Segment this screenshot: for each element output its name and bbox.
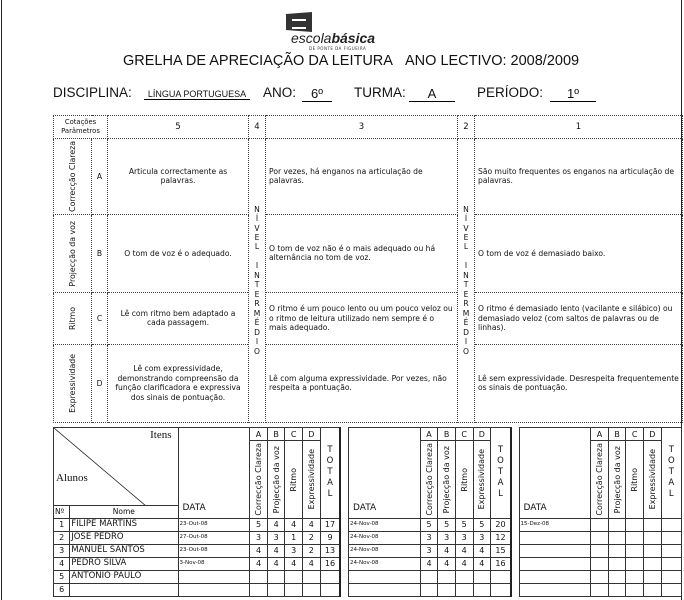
score-total: 16 (320, 557, 340, 570)
total-letter: T (668, 467, 674, 478)
session-separator (340, 428, 348, 597)
item-name-header (608, 441, 626, 519)
intermediate-letter: M (462, 308, 470, 318)
score-c (285, 570, 303, 583)
item-name-header (626, 441, 644, 519)
intermediate-letter: D (254, 327, 260, 337)
score-total: 16 (491, 557, 511, 570)
student-row (54, 518, 682, 531)
score-b (438, 570, 456, 583)
intermediate-letter: E (463, 289, 469, 299)
score-a: 5 (420, 518, 438, 531)
score-total (661, 531, 681, 544)
item-letter-header: D (644, 428, 662, 441)
intermediate-letter: N (254, 204, 260, 214)
score-b (608, 518, 626, 531)
session-date (178, 583, 250, 596)
periodo-value: 1º (550, 86, 596, 102)
item-name-label: Correcção Clareza (595, 443, 605, 516)
score-total (491, 583, 511, 596)
score-a: 3 (420, 544, 438, 557)
intermediate-letter: V (463, 223, 469, 233)
score-total (491, 570, 511, 583)
level-1-descriptor: O tom de voz é demasiado baixo. (475, 214, 683, 292)
diagonal-line (54, 428, 146, 505)
total-letter: A (327, 478, 333, 489)
param-letter: D (92, 344, 108, 422)
intermediate-letter: Í (255, 214, 259, 224)
logo-wordmark: escolabásica (291, 30, 376, 46)
score-b: 4 (438, 544, 456, 557)
param-label: Ritmo (67, 306, 77, 330)
score-d: 2 (303, 531, 321, 544)
session-date (349, 583, 421, 596)
student-name: FILIPE MARTINS (70, 518, 178, 531)
param-cell (54, 344, 92, 422)
score-d (644, 570, 662, 583)
intermediate-letter: D (463, 327, 469, 337)
rubric-row (54, 139, 683, 215)
score-a (591, 531, 609, 544)
score-total (320, 570, 340, 583)
item-name-label: Expressividade (647, 449, 657, 510)
level-3-descriptor: Por vezes, há enganos na articulação de palavras. (266, 139, 458, 215)
item-letter-header: D (303, 428, 321, 441)
data-header: DATA (519, 428, 591, 519)
item-name-label: Projecção da voz (271, 445, 281, 513)
total-letter: L (498, 489, 503, 500)
intermediate-letter: I (255, 337, 259, 347)
intermediate-letter: T (463, 280, 469, 290)
score-grid (53, 427, 682, 597)
logo-mark-icon (286, 12, 312, 32)
student-row (54, 570, 682, 583)
session-separator (511, 428, 519, 597)
score-a: 3 (420, 531, 438, 544)
score-c (626, 570, 644, 583)
score-d (644, 544, 662, 557)
item-letter-header: D (473, 428, 491, 441)
item-letter-header: C (626, 428, 644, 441)
student-number: 4 (54, 557, 70, 570)
total-letter: L (327, 489, 333, 500)
intermediate-letter: T (254, 280, 260, 290)
score-b (608, 531, 626, 544)
intermediate-letter: N (463, 270, 469, 280)
total-letter: T (668, 445, 674, 456)
param-label: Correcção Clareza (67, 141, 77, 212)
score-total: 9 (320, 531, 340, 544)
intermediate-letter: I (255, 261, 259, 271)
score-c (285, 583, 303, 596)
level-5-descriptor: O tom de voz é o adequado. (108, 214, 249, 292)
intermediate-letter: E (254, 289, 260, 299)
session-date (519, 570, 591, 583)
total-letter: T (497, 467, 504, 478)
score-b (608, 570, 626, 583)
param-letter: A (92, 139, 108, 215)
student-number: 5 (54, 570, 70, 583)
student-row (54, 544, 682, 557)
intermediate-letter: R (254, 299, 260, 309)
score-c: 1 (285, 531, 303, 544)
score-c: 3 (455, 531, 473, 544)
intermediate-level-2 (458, 139, 475, 423)
student-name: MANUEL SANTOS (70, 544, 178, 557)
periodo-label: PERÍODO: (477, 85, 544, 100)
item-name-header (455, 441, 473, 519)
intermediate-letter: É (463, 318, 469, 328)
total-letter: A (668, 478, 675, 489)
grid-header-letters (54, 428, 682, 441)
page-title: GRELHA DE APRECIAÇÃO DA LEITURA (123, 53, 393, 69)
item-letter-header: A (591, 428, 609, 441)
score-c (626, 518, 644, 531)
intermediate-letter: Í (464, 214, 468, 224)
score-c: 5 (455, 518, 473, 531)
ano-label: ANO: (263, 85, 297, 100)
score-c (626, 557, 644, 570)
rubric-row (54, 292, 683, 344)
session-date (519, 583, 591, 596)
score-b: 4 (438, 557, 456, 570)
item-name-label: Correcção Clareza (254, 443, 264, 516)
intermediate-letter: L (254, 242, 260, 252)
param-cell (54, 214, 92, 292)
score-d (303, 583, 321, 596)
score-d: 4 (303, 557, 321, 570)
score-b: 3 (267, 531, 285, 544)
itens-label: Itens (150, 429, 172, 441)
score-c (455, 570, 473, 583)
score-b (608, 583, 626, 596)
score-d (473, 583, 491, 596)
session-date (178, 570, 250, 583)
alunos-label: Alunos (56, 472, 88, 484)
total-letter: T (497, 445, 504, 456)
item-letter-header: A (250, 428, 268, 441)
score-b (267, 570, 285, 583)
intermediate-letter: I (464, 337, 468, 347)
score-d: 4 (473, 557, 491, 570)
score-d: 4 (303, 518, 321, 531)
score-b (608, 557, 626, 570)
score-total (320, 583, 340, 596)
item-letter-header: B (267, 428, 285, 441)
intermediate-letter: V (254, 223, 260, 233)
data-header: DATA (349, 428, 421, 519)
intermediate-letter: R (463, 299, 469, 309)
level-1-descriptor: Lê sem expressividade. Desrespeita frequentemente os sinais de pontuação. (475, 344, 683, 422)
item-letter-header: B (438, 428, 456, 441)
rubric-row (54, 344, 683, 422)
score-c (455, 583, 473, 596)
score-a (420, 583, 438, 596)
total-letter: O (667, 456, 675, 467)
item-name-header (420, 441, 438, 519)
total-header (661, 428, 681, 519)
student-row (54, 583, 682, 596)
disciplina-label: DISCIPLINA: (53, 85, 132, 100)
level-5-header: 5 (108, 116, 249, 139)
intermediate-letter: M (253, 308, 261, 318)
level-5-descriptor: Lê com ritmo bem adaptado a cada passagem. (108, 292, 249, 344)
score-d (644, 583, 662, 596)
score-total: 13 (320, 544, 340, 557)
item-name-label: Ritmo (459, 467, 469, 492)
level-5-descriptor: Lê com expressividade, demonstrando compreensão da função clarificadora e expressiva dos sinais de pontuação. (108, 344, 249, 422)
score-total: 20 (491, 518, 511, 531)
param-cell (54, 139, 92, 215)
score-b (267, 583, 285, 596)
score-total: 12 (491, 531, 511, 544)
score-a: 4 (250, 557, 268, 570)
score-d: 2 (303, 544, 321, 557)
score-a: 4 (420, 557, 438, 570)
total-header (320, 428, 340, 519)
total-letter: L (668, 489, 674, 500)
item-name-header (250, 441, 268, 519)
score-d: 4 (473, 544, 491, 557)
level-3-header: 3 (266, 116, 458, 139)
total-letter: O (326, 456, 334, 467)
score-a (591, 557, 609, 570)
intermediate-letter: E (463, 232, 469, 242)
score-c (626, 583, 644, 596)
itens-alunos-header (54, 428, 179, 506)
score-b: 5 (438, 518, 456, 531)
student-number: 1 (54, 518, 70, 531)
level-4-header: 4 (249, 116, 266, 139)
total-letter: T (327, 467, 333, 478)
score-a: 3 (250, 531, 268, 544)
intermediate-letter: L (463, 242, 469, 252)
score-a (591, 583, 609, 596)
level-3-descriptor: O tom de voz não é o mais adequado ou há alternância no tom de voz. (266, 214, 458, 292)
session-date: 15-Dez-08 (519, 518, 591, 531)
score-d: 5 (473, 518, 491, 531)
intermediate-letter (249, 252, 265, 261)
score-c: 4 (285, 518, 303, 531)
item-name-label: Projecção da voz (612, 445, 622, 513)
school-logo (283, 6, 393, 51)
score-c (626, 544, 644, 557)
intermediate-letter (458, 252, 474, 261)
student-row (54, 531, 682, 544)
score-total (661, 570, 681, 583)
session-date: 23-Out-08 (178, 518, 250, 531)
item-name-label: Expressividade (306, 449, 316, 510)
score-a (591, 518, 609, 531)
student-name: JOSÉ PEDRO (70, 531, 178, 544)
intermediate-letter: O (254, 346, 260, 356)
student-number: 6 (54, 583, 70, 596)
score-d (644, 557, 662, 570)
session-date: 24-Nov-08 (349, 518, 421, 531)
score-b (608, 544, 626, 557)
item-name-header (267, 441, 285, 519)
score-d (473, 570, 491, 583)
student-name: ANTONIO PAULO (70, 570, 178, 583)
cotacoes-header: Cotações Parâmetros (54, 116, 108, 139)
number-header: Nº (54, 505, 70, 518)
param-label: Projecção da voz (67, 220, 77, 287)
param-label: Expressividade (67, 353, 77, 413)
score-total: 15 (491, 544, 511, 557)
score-total (661, 544, 681, 557)
student-number: 3 (54, 544, 70, 557)
level-1-header: 1 (475, 116, 683, 139)
rubric-row (54, 214, 683, 292)
session-date (519, 557, 591, 570)
score-a (591, 544, 609, 557)
score-a: 4 (250, 544, 268, 557)
item-name-label: Expressividade (477, 449, 487, 510)
item-name-label: Projecção da voz (442, 445, 452, 513)
session-date: 23-Out-08 (178, 544, 250, 557)
score-d (644, 518, 662, 531)
param-letter: C (92, 292, 108, 344)
intermediate-letter: É (254, 318, 260, 328)
item-name-header (285, 441, 303, 519)
level-5-descriptor: Articula correctamente as palavras. (108, 139, 249, 215)
score-d: 3 (473, 531, 491, 544)
item-name-header (591, 441, 609, 519)
level-2-header: 2 (458, 116, 475, 139)
item-name-header (644, 441, 662, 519)
score-b (438, 583, 456, 596)
student-name (70, 583, 178, 596)
turma-label: TURMA: (354, 85, 406, 100)
score-a (591, 570, 609, 583)
item-name-header (303, 441, 321, 519)
item-letter-header: B (608, 428, 626, 441)
score-c: 4 (285, 557, 303, 570)
intermediate-level-4 (249, 139, 266, 423)
score-c: 4 (455, 544, 473, 557)
score-b: 4 (267, 518, 285, 531)
score-d (644, 531, 662, 544)
score-a (250, 583, 268, 596)
session-date: 27-Out-08 (178, 531, 250, 544)
logo-tagline: DE PONTE DA FIGUEIRA (309, 46, 367, 51)
item-name-label: Correcção Clareza (424, 443, 434, 516)
session-date: 24-Nov-08 (349, 557, 421, 570)
student-name: PEDRO SILVA (70, 557, 178, 570)
session-date: 24-Nov-08 (349, 544, 421, 557)
session-date: 24-Nov-08 (349, 531, 421, 544)
intermediate-letter: O (463, 346, 469, 356)
param-letter: B (92, 214, 108, 292)
intermediate-letter: E (254, 232, 260, 242)
total-header (491, 428, 511, 519)
score-b: 3 (438, 531, 456, 544)
score-total (661, 557, 681, 570)
school-year: ANO LECTIVO: 2008/2009 (405, 53, 580, 69)
rubric-header-row (54, 116, 683, 139)
item-name-header (473, 441, 491, 519)
param-cell (54, 292, 92, 344)
level-3-descriptor: O ritmo é um pouco lento ou um pouco veloz ou o ritmo de leitura utilizado nem sempre é o mais adequado. (266, 292, 458, 344)
score-c: 4 (455, 557, 473, 570)
student-number: 2 (54, 531, 70, 544)
score-a (420, 570, 438, 583)
score-b: 4 (267, 557, 285, 570)
turma-value: A (409, 86, 455, 102)
score-a (250, 570, 268, 583)
ano-value: 6º (302, 86, 332, 102)
item-name-header (438, 441, 456, 519)
item-letter-header: C (455, 428, 473, 441)
score-c: 3 (285, 544, 303, 557)
session-date (519, 531, 591, 544)
item-letter-header: C (285, 428, 303, 441)
intermediate-letter: N (254, 270, 260, 280)
level-1-descriptor: O ritmo é demasiado lento (vacilante e silábico) ou demasiado veloz (com saltos de palavras ou de linhas). (475, 292, 683, 344)
session-date (519, 544, 591, 557)
score-c (626, 531, 644, 544)
session-date (349, 570, 421, 583)
intermediate-letter: I (464, 261, 468, 271)
level-1-descriptor: São muito frequentes os enganos na articulação de palavras. (475, 139, 683, 215)
rubric-table (53, 115, 683, 423)
score-total (661, 583, 681, 596)
item-name-label: Ritmo (289, 467, 299, 492)
total-letter: O (497, 456, 504, 467)
name-header: Nome (70, 505, 178, 518)
total-letter: T (327, 445, 333, 456)
item-name-label: Ritmo (630, 467, 640, 492)
score-d (303, 570, 321, 583)
data-header: DATA (178, 428, 250, 519)
session-date: 3-Nov-08 (178, 557, 250, 570)
score-total (661, 518, 681, 531)
level-3-descriptor: Lê com alguma expressividade. Por vezes, não respeita a pontuação. (266, 344, 458, 422)
score-total: 17 (320, 518, 340, 531)
score-a: 5 (250, 518, 268, 531)
intermediate-letter: N (463, 204, 469, 214)
student-row (54, 557, 682, 570)
score-b: 4 (267, 544, 285, 557)
total-letter: A (497, 478, 504, 489)
item-letter-header: A (420, 428, 438, 441)
disciplina-value: LÍNGUA PORTUGUESA (144, 89, 250, 100)
